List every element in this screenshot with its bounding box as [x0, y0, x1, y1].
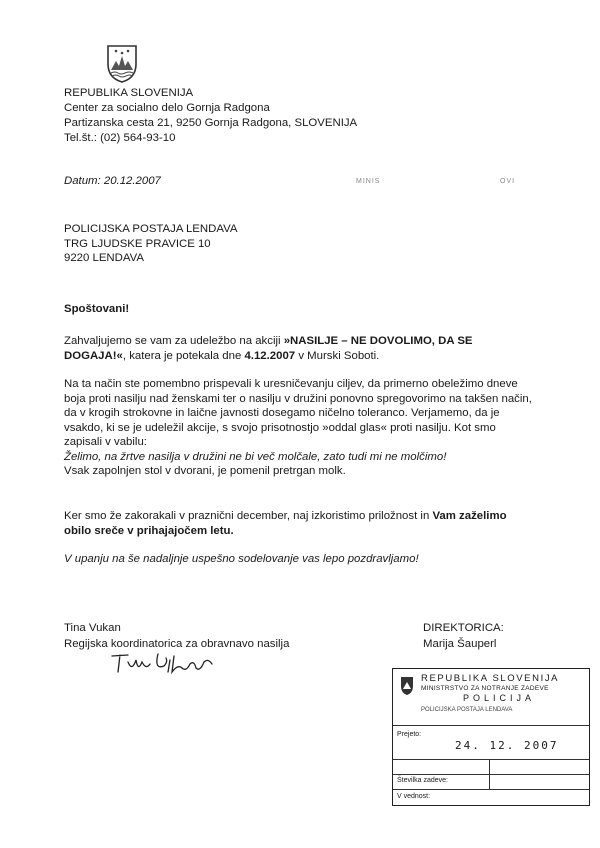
handwritten-signature-icon: [108, 650, 218, 676]
coordinator-name: Tina Vukan: [64, 622, 121, 634]
stamp-divider: [393, 759, 589, 760]
stamp-value-label: V vednost:: [397, 793, 431, 800]
faint-mark-right: OVI: [500, 178, 516, 185]
sender-address: Partizanska cesta 21, 9250 Gornja Radgona, SLOVENIJA: [64, 117, 358, 129]
recipient-street: TRG LJUDSKE PRAVICE 10: [64, 237, 211, 250]
stamp-unit: POLICIJA: [463, 693, 536, 703]
stamp-received-date: 24. 12. 2007: [455, 739, 559, 752]
para3-text-1: Ker smo že zakorakali v praznični december, naj izkoristimo priložnost in: [64, 510, 433, 522]
paragraph-body: [64, 377, 534, 479]
recipient-address: [64, 222, 237, 266]
stamp-divider: [393, 774, 589, 775]
recipient-city: 9220 LENDAVA: [64, 252, 144, 264]
campaign-name: »NASILJE – NE DOVOLIMO, DA SE DOGAJA!«: [64, 335, 473, 362]
stamp-divider: [393, 789, 589, 790]
stamp-sub: POLICIJSKA POSTAJA LENDAVA: [421, 707, 513, 713]
director-title: DIREKTORICA:: [423, 622, 504, 634]
signature-block-right: [423, 620, 504, 652]
para2-quote: Želimo, na žrtve nasilja v družini ne bi več molčale, zato tudi mi ne molčimo!: [64, 450, 447, 463]
event-date: 4.12.2007: [244, 349, 296, 362]
paragraph-thanks: [64, 334, 534, 363]
closing-line: V upanju na še nadaljnje uspešno sodelovanje vas lepo pozdravljamo!: [64, 553, 419, 565]
letter-date: Datum: 20.12.2007: [64, 175, 161, 187]
para1-text-3: v Murski Soboti.: [295, 349, 380, 362]
stamp-received-label: Prejeto:: [397, 731, 422, 738]
recipient-name: POLICIJSKA POSTAJA LENDAVA: [64, 223, 238, 235]
coordinator-role: Regijska koordinatorica za obravnavo nasilja: [64, 638, 290, 650]
para1-text-1: Zahvaljujemo se vam za udeležbo na akciji: [64, 335, 284, 347]
stamp-ministry: MINISTRSTVO ZA NOTRANJE ZADEVE: [421, 685, 549, 692]
para1-text-2: , katera je potekala dne: [122, 349, 245, 362]
para2-text-2: Vsak zapolnjen stol v dvorani, je pomenil pretrgan molk.: [64, 465, 346, 477]
sender-phone: Tel.št.: (02) 564-93-10: [64, 132, 176, 144]
signature-block-left: [64, 620, 289, 652]
stamp-number-label: Številka zadeve:: [397, 777, 448, 784]
holiday-wishes: Vam zaželimo obilo sreče v prihajajočem letu.: [64, 510, 507, 537]
slovenia-coat-of-arms-icon: [106, 44, 138, 84]
greeting: Spoštovani!: [64, 303, 130, 315]
sender-country: REPUBLIKA SLOVENIJA: [64, 87, 194, 99]
faint-mark-mid: MINIS: [356, 178, 381, 185]
stamp-divider: [393, 725, 589, 726]
paragraph-wishes: [64, 509, 534, 538]
sender-institution: Center za socialno delo Gornja Radgona: [64, 102, 270, 114]
stamp-title: REPUBLIKA SLOVENIJA: [421, 673, 560, 684]
sender-header: [64, 86, 357, 146]
stamp-coat-of-arms-icon: [400, 676, 414, 696]
director-name: Marija Šauperl: [423, 638, 497, 650]
para2-text-1: Na ta način ste pomembno prispevali k uresničevanju ciljev, da primerno obeležimo dneve boja proti nasilju nad ženskami ter o nasilju v družini ponovno spregovorimo na takšen način, da v krogih strokovne in laične javnosti dosegamo ničelno toleranco. Verjamemo, da je vsakdo, ki se je udeležil akcije, s svojo prisotnostjo »oddal glas« proti nasilju. Kot smo zapisali v vabilu:: [64, 378, 532, 448]
received-stamp: [392, 668, 590, 806]
